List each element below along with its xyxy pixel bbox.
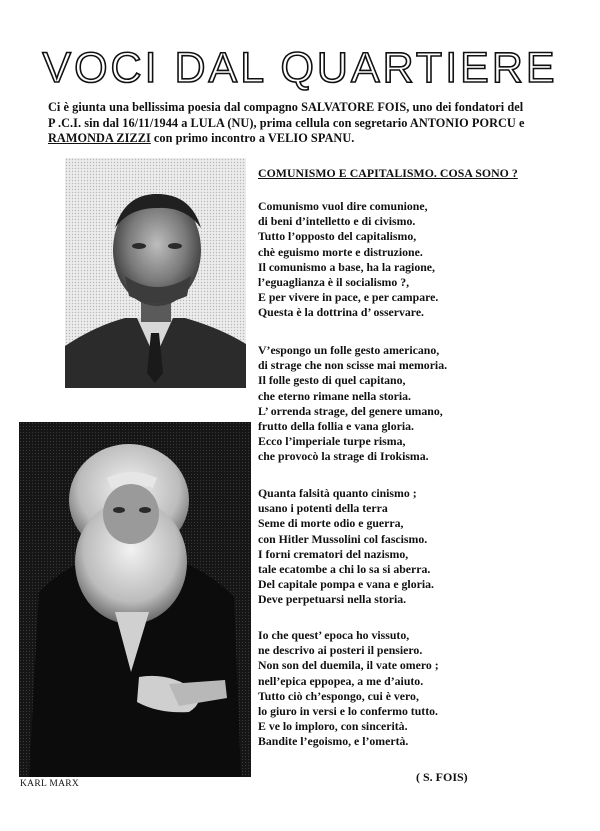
intro-line-2: P .C.I. sin dal 16/11/1944 a LULA (NU), prima cellula con segretario ANTONIO PORCU e [48,115,525,130]
poem-stanza-1 [258,199,438,321]
intro-paragraph [48,100,573,147]
masthead-title: VOCI DAL QUARTIERE [42,44,558,92]
portrait-photo-fois [65,158,246,388]
poem-stanza-4 [258,628,439,750]
intro-line-3 [48,131,573,147]
poem-line: Tutto ciò ch’espongo, cui è vero, [258,688,419,703]
poem-line: L’ orrenda strage, del genere umano, [258,403,443,418]
poem-line: Comunismo vuol dire comunione, [258,199,428,213]
poem-line: nell’epica eppopea, a me d’aiuto. [258,673,424,688]
poem-line: Quanta falsità quanto cinismo ; [258,486,417,500]
poem-line: Seme di morte odio e guerra, [258,516,404,531]
poem-title: COMUNISMO E CAPITALISMO. COSA SONO ? [258,166,518,180]
poem-line: Il comunismo a base, ha la ragione, [258,259,435,274]
poem-signature: ( S. FOIS) [416,770,468,784]
poem-line: Ecco l’imperiale turpe risma, [258,434,406,449]
poem-line: ne descrivo ai posteri il pensiero. [258,643,423,658]
intro-line-1: Ci è giunta una bellissima poesia dal compagno SALVATORE FOIS, uno dei fondatori del [48,100,524,114]
poem-stanza-2 [258,343,447,465]
poem-line: che eterno rimane nella storia. [258,388,411,403]
portrait-photo-karl-marx [19,422,251,777]
poem-line: Bandite l’egoismo, e l’omertà. [258,734,409,749]
poem-line: E per vivere in pace, e per campare. [258,290,439,305]
poem-line: I forni crematori del nazismo, [258,546,409,561]
poem-line: V’espongo un folle gesto americano, [258,343,440,357]
poem-line: usano i potenti della terra [258,501,388,516]
poem-line: frutto della follia e vana gloria. [258,419,414,434]
poem-line: Tutto l’opposto del capitalismo, [258,229,417,244]
poem-line: Non son del duemila, il vate omero ; [258,658,439,673]
poem-line: che provocò la strage di Irokisma. [258,449,429,464]
poem-stanza-3 [258,486,434,608]
poem-line: Deve perpetuarsi nella storia. [258,592,407,607]
poem-line: di strage che non scisse mai memoria. [258,358,448,373]
poem-line: Del capitale pompa e vana e gloria. [258,577,434,592]
poem-line: chè eguismo morte e distruzione. [258,244,423,259]
intro-underlined-name: RAMONDA ZIZZI [48,131,151,146]
poem-line: di beni d’intelletto e di civismo. [258,214,416,229]
poem-line: Il folle gesto di quel capitano, [258,373,406,388]
poem-line: l’eguaglianza è il socialismo ?, [258,275,410,290]
poem-line: Io che quest’ epoca ho vissuto, [258,628,410,642]
poem-line: lo giuro in versi e lo confermo tutto. [258,704,438,719]
poem-line: con Hitler Mussolini col fascismo. [258,531,428,546]
poem-line: E ve lo imploro, con sincerità. [258,719,408,734]
poem-line: Questa è la dottrina d’ osservare. [258,305,425,320]
photo-caption: KARL MARX [20,779,80,789]
poem-line: tale ecatombe a chi lo sa si aberra. [258,562,431,577]
intro-line-3-rest: con primo incontro a VELIO SPANU. [150,131,355,146]
